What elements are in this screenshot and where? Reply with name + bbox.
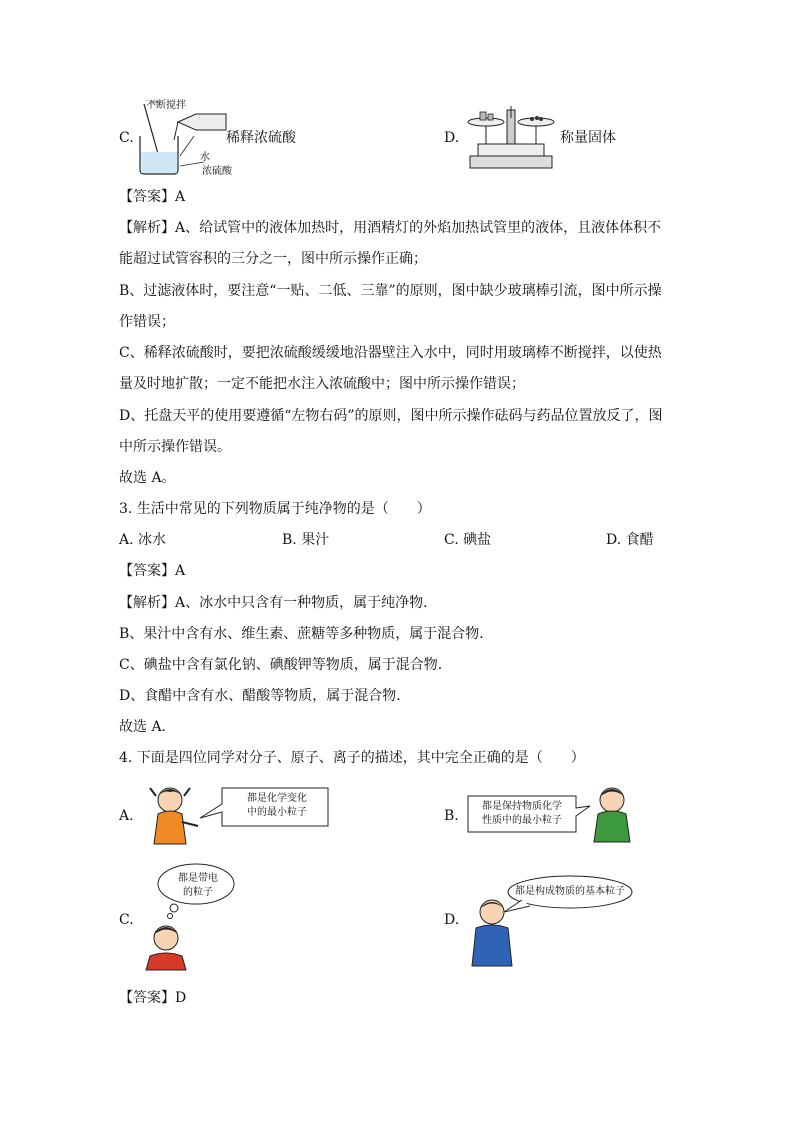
q2-analysis-line: 作错误； (119, 314, 175, 330)
q4-option-d-label: D. (444, 912, 460, 928)
q2-analysis-line: D、托盘天平的使用要遵循“左物右码”的原则，图中所示操作砝码与药品位置放反了，图 (119, 408, 663, 424)
q3-answer: 【答案】A (119, 563, 186, 579)
q4-option-a-label: A. (119, 808, 134, 824)
q3-option-b: B. 果汁 (282, 532, 330, 548)
option-d-label: D. (444, 130, 460, 146)
option-c-label: C. (119, 130, 134, 146)
q2-conclusion: 故选 A。 (119, 470, 176, 486)
q4-option-b-label: B. (444, 808, 459, 824)
q4-answer: 【答案】D (119, 990, 187, 1006)
bubble-b-text (468, 800, 576, 828)
stir-label: 不断搅拌 (146, 100, 186, 111)
q2-analysis-line: B、过滤液体时，要注意“一贴、二低、三靠”的原则，图中缺少玻璃棒引流，图中所示操 (119, 283, 662, 299)
option-d-caption: 称量固体 (560, 130, 616, 146)
q3-conclusion: 故选 A． (119, 719, 176, 735)
bubble-d-line: 都是构成物质的基本粒子 (515, 886, 625, 897)
bubble-a-line: 中的最小粒子 (247, 807, 307, 818)
balance-scale-figure (464, 100, 558, 172)
q2-analysis-line: 能超过试管容积的三分之一，图中所示操作正确； (119, 251, 427, 267)
q2-analysis-line: C、稀释浓硫酸时，要把浓硫酸缓缓地沿器壁注入水中，同时用玻璃棒不断搅拌，以使热 (119, 345, 662, 361)
bubble-b-line: 性质中的最小粒子 (482, 815, 562, 826)
q3-analysis-line: D、食醋中含有水、醋酸等物质，属于混合物． (119, 688, 411, 704)
q2-analysis-line: 中所示操作错误。 (119, 439, 231, 455)
q3-option-d: D. 食醋 (606, 532, 654, 548)
bubble-d-text (506, 885, 634, 899)
q4-option-c-label: C. (119, 912, 134, 928)
q3-stem: 3. 生活中常见的下列物质属于纯净物的是（ ） (119, 501, 431, 517)
boy-figure-b (584, 780, 640, 846)
bubble-c-line: 都是带电 (178, 873, 218, 884)
bubble-c-text (164, 872, 232, 900)
q3-option-c: C. 碘盐 (444, 532, 492, 548)
q3-option-a: A. 冰水 (119, 532, 167, 548)
q2-analysis-line: 【解析】A、给试管中的液体加热时，用酒精灯的外焰加热试管里的液体，且液体体积不 (119, 220, 662, 236)
q3-analysis-line: 【解析】A、冰水中只含有一种物质，属于纯净物． (119, 595, 438, 611)
boy-figure-c (140, 920, 196, 972)
bubble-b-line: 都是保持物质化学 (482, 801, 562, 812)
bubble-a-text (222, 792, 332, 820)
bubble-c-line: 的粒子 (183, 887, 213, 898)
q3-analysis-line: C、碘盐中含有氯化钠、碘酸钾等物质，属于混合物． (119, 657, 452, 673)
q2-answer: 【答案】A (119, 189, 186, 205)
water-label: 水 (200, 152, 210, 163)
acid-label: 浓硫酸 (202, 166, 232, 177)
option-c-caption: 稀释浓硫酸 (226, 130, 296, 146)
q3-analysis-line: B、果汁中含有水、维生素、蔗糖等多种物质，属于混合物． (119, 626, 494, 642)
bubble-a-line: 都是化学变化 (247, 793, 307, 804)
q2-analysis-line: 量及时地扩散；一定不能把水注入浓硫酸中；图中所示操作错误； (119, 376, 525, 392)
q4-stem: 4. 下面是四位同学对分子、原子、离子的描述，其中完全正确的是（ ） (119, 750, 585, 766)
